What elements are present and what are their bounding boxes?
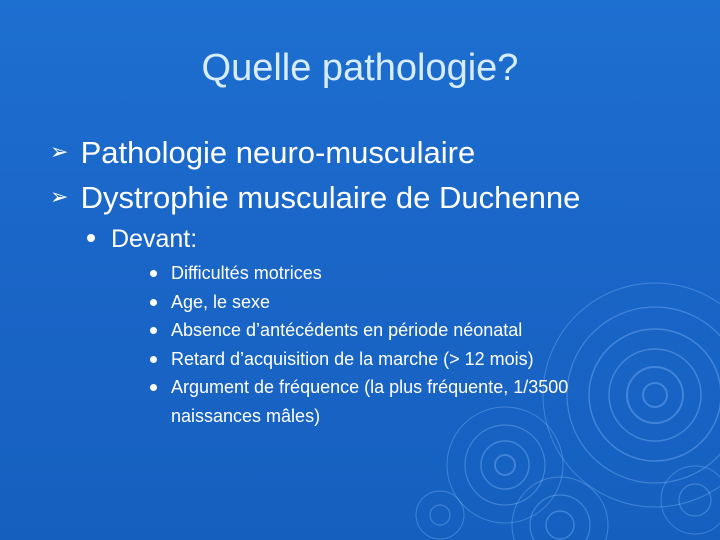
bullet-text: Pathologie neuro-musculaire <box>80 135 476 170</box>
list-item-text: Absence d’antécédents en période néonatal <box>171 320 523 340</box>
sub-bullet-item <box>87 222 197 256</box>
dot-bullet-icon <box>150 327 157 334</box>
sub-item-list <box>150 259 650 430</box>
slide-title: Quelle pathologie? <box>201 47 519 89</box>
list-item <box>150 288 650 317</box>
list-item-text: Retard d’acquisition de la marche (> 12 mois) <box>171 348 534 369</box>
list-item <box>150 316 650 345</box>
dot-bullet-icon <box>150 270 157 277</box>
list-item-text: Argument de fréquence (la plus fréquente, 1/3500 naissances mâles) <box>171 377 569 426</box>
list-item <box>150 345 650 374</box>
arrow-bullet-icon: ➢ <box>50 139 69 164</box>
list-item-text: Difficultés motrices <box>171 263 322 283</box>
bullet-text: Dystrophie musculaire de Duchenne <box>80 180 581 215</box>
list-item <box>150 259 650 288</box>
list-item <box>150 373 650 430</box>
sub-bullet-text: Devant: <box>111 225 198 253</box>
dot-bullet-icon <box>150 356 157 363</box>
bullet-item <box>50 133 475 172</box>
list-item-text: Age, le sexe <box>171 291 271 312</box>
dot-bullet-icon <box>87 234 95 242</box>
arrow-bullet-icon: ➢ <box>50 184 69 209</box>
dot-bullet-icon <box>150 299 157 306</box>
dot-bullet-icon <box>150 384 157 391</box>
bullet-item <box>50 178 580 217</box>
